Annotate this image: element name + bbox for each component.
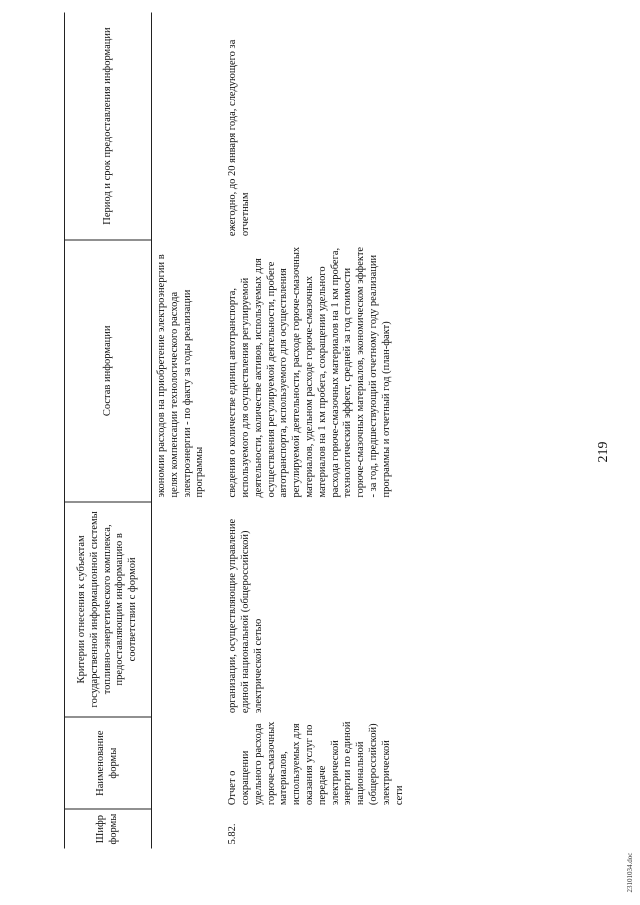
header-criteria: Критерии отнесения к субъектам государственной информационной системы топливно-энергетического комплекса, предоставляющим информацию в соответствии с формой [65, 502, 152, 718]
register-table [64, 13, 408, 849]
header-form-code: Шифр формы [65, 809, 152, 848]
page-number: 219 [596, 441, 611, 463]
table-row [225, 13, 408, 849]
header-period: Период и срок предоставления информации [65, 13, 152, 241]
form-name: Отчет о сокращении удельного расхода горюче-смазочных материалов, используемых для оказания услуг по передаче электрической энергии по единой национальной (общероссийской) электрической сети [227, 721, 405, 806]
form-code: 5.82. [227, 823, 239, 845]
form-period: ежегодно, до 20 января года, следующего за отчетным [227, 39, 251, 237]
table-row-continuation [152, 13, 210, 849]
form-criteria: организации, осуществляющие управление единой национальной (общероссийской) электрической сетью [227, 518, 264, 714]
document-reference: 23101034.doc [626, 852, 634, 893]
form-composition: сведения о количестве единиц автотранспорта, используемого для осуществления регулируемой деятельности, количестве активов, используемых для осуществления регулируемой деятельности, пробеге автотранспорта, используемого для осуществления регулируемой деятельности, расходе горюче-смазочных материалов, удельном расходе горюче-смазочных материалов на 1 км пробега, сокращении удельного расхода горюче-смазочных материалов на 1 км пробега, технологический эффект, средней за год стоимости горюче-смазочных материалов, экономическом эффекте - за год, предшествующий отчетному году реализации программы и отчетный год (план-факт) [227, 246, 392, 498]
continuation-composition: экономии расходов на приобретение электроэнергии в целях компенсации технологического расхода электроэнергии - по факту за годы реализации программы [156, 254, 206, 498]
table-header-row [65, 13, 152, 849]
header-form-name: Наименование формы [65, 717, 152, 809]
header-composition: Состав информации [65, 240, 152, 501]
